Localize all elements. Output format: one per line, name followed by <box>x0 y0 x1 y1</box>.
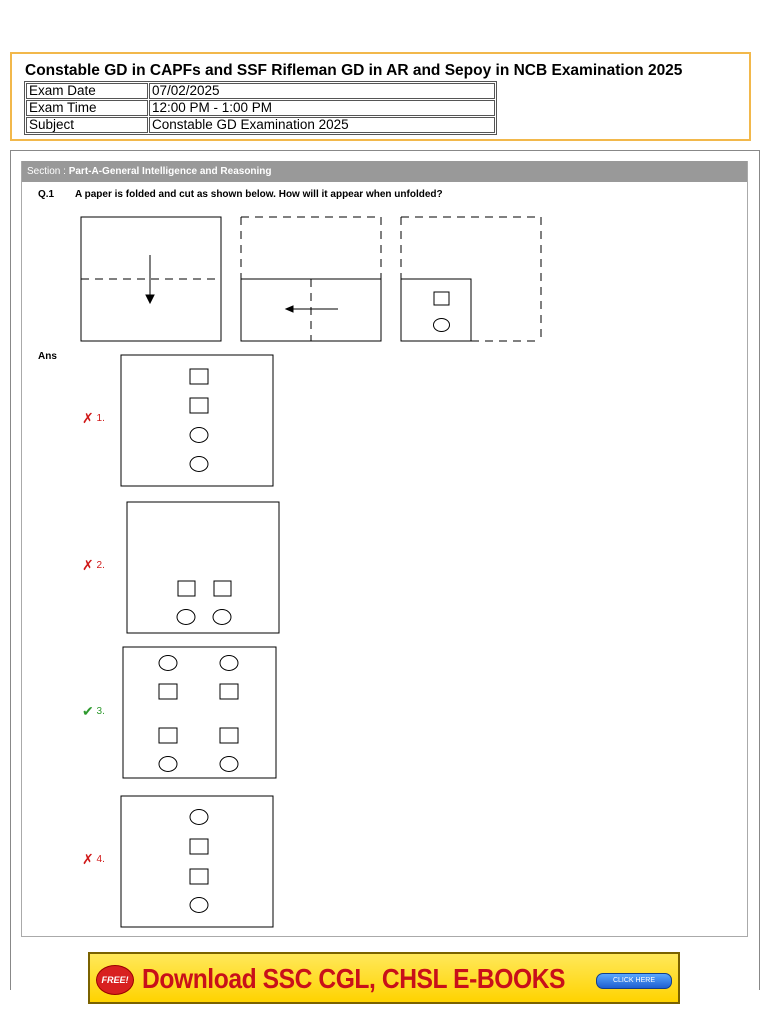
option-2-marker <box>82 557 105 574</box>
answer-label: Ans <box>38 351 57 362</box>
question-box <box>21 161 748 937</box>
exam-time-value: 12:00 PM - 1:00 PM <box>149 100 495 116</box>
cross-icon: ✗ <box>82 851 94 867</box>
exam-date-key: Exam Date <box>26 83 148 99</box>
option-2[interactable] <box>82 501 292 635</box>
option-2-figure <box>126 501 280 635</box>
banner-text: Download SSC CGL, CHSL E-BOOKS <box>142 963 566 994</box>
subject-value: Constable GD Examination 2025 <box>149 117 495 133</box>
exam-info-header <box>10 52 751 141</box>
question-text: A paper is folded and cut as shown below. How will it appear when unfolded? <box>75 189 443 200</box>
download-ebooks-banner[interactable] <box>88 952 680 1004</box>
table-row <box>26 83 495 99</box>
panel-right-rule <box>759 940 760 985</box>
click-here-button[interactable]: CLICK HERE <box>596 973 672 989</box>
section-name: Part-A-General Intelligence and Reasoning <box>68 166 272 177</box>
section-bar <box>22 161 747 182</box>
panel-left-rule <box>10 940 11 985</box>
table-row <box>26 117 495 133</box>
exam-info-table <box>24 81 497 135</box>
option-4[interactable] <box>82 795 282 929</box>
free-badge: FREE! <box>96 965 134 995</box>
table-row <box>26 100 495 116</box>
cross-icon: ✗ <box>82 557 94 573</box>
cross-icon: ✗ <box>82 410 94 426</box>
subject-key: Subject <box>26 117 148 133</box>
option-3-figure <box>122 646 278 780</box>
option-4-marker <box>82 851 105 868</box>
question-panel <box>10 150 760 990</box>
option-3-number: 3. <box>96 706 105 717</box>
exam-date-value: 07/02/2025 <box>149 83 495 99</box>
option-1-marker <box>82 410 105 427</box>
option-3[interactable] <box>82 646 292 780</box>
option-1-figure <box>120 354 274 488</box>
option-1[interactable] <box>82 354 282 488</box>
option-1-number: 1. <box>96 413 105 424</box>
option-4-figure <box>120 795 274 929</box>
option-2-number: 2. <box>96 560 105 571</box>
exam-time-key: Exam Time <box>26 100 148 116</box>
option-4-number: 4. <box>96 854 105 865</box>
exam-title: Constable GD in CAPFs and SSF Rifleman GD in AR and Sepoy in NCB Examination 2025 <box>25 62 683 79</box>
question-figure <box>80 215 550 345</box>
option-3-marker <box>82 703 105 720</box>
check-icon: ✔ <box>82 703 94 719</box>
section-prefix: Section : <box>27 166 69 177</box>
question-number: Q.1 <box>38 189 55 200</box>
